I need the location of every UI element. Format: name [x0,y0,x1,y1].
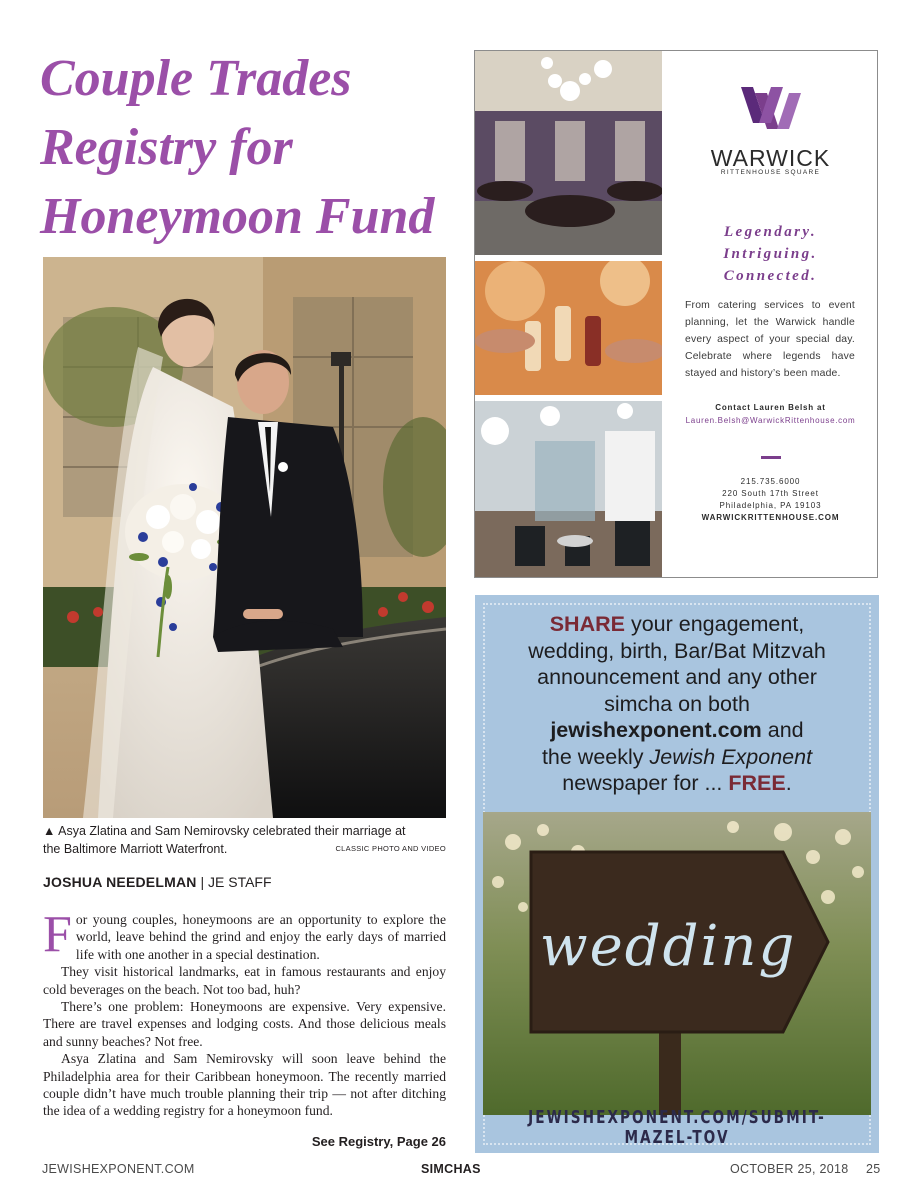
share-period: . [785,771,792,795]
warwick-contact-label: Contact Lauren Belsh at [715,403,826,412]
article-paragraph-1 [43,906,446,963]
share-line-3: announcement and any other [537,665,817,689]
warwick-email-link[interactable]: Lauren.Belsh@WarwickRittenhouse.com [685,416,856,425]
byline-author: JOSHUA NEEDELMAN [43,874,197,890]
warwick-body: From catering services to event planning, let the Warwick handle every aspect of your special day. Celebrate where legends have stayed and history’s been made. [685,300,855,379]
article-paragraph-1-text: or young couples, honeymoons are an opportunity to explore the world, leave behind the grind and enjoy the early days of married life with one another in a special destination. [75,912,446,962]
share-ad-text [475,611,879,797]
photo-credit: CLASSIC PHOTO AND VIDEO [335,844,446,853]
warwick-phone: 215.735.6000 [740,477,801,486]
article-paragraph-4: Asya Zlatina and Sam Nemirovsky will soon leave behind the Philadelphia area for their Caribbean honeymoon. The recently married couple didn’t have much trouble planning their trip — not after ditching the idea of a wedding registry for a honeymoon fund. [43,1051,446,1119]
warwick-city: Philadelphia, PA 19103 [719,501,822,510]
share-line-2: wedding, birth, Bar/Bat Mitzvah [528,638,826,663]
byline [43,874,272,890]
toast-photo [475,261,662,395]
warwick-website-link[interactable]: WARWICKRITTENHOUSE.COM [701,513,840,522]
share-word: SHARE [549,612,625,636]
article-paragraph-2: They visit historical landmarks, eat in famous restaurants and enjoy cold beverages on the beach. Not too bad, huh? [43,964,446,997]
submit-url-link[interactable]: JEWISHEXPONENT.COM/SUBMIT-MAZEL-TOV [528,1108,826,1148]
byline-separator: | [196,874,209,890]
continued-reference: See Registry, Page 26 [311,1134,446,1149]
tagline-line-2: Intriguing. [723,246,818,262]
warwick-location: RITTENHOUSE SQUARE [720,169,821,176]
page-number: 25 [866,1162,881,1176]
warwick-address [663,476,878,524]
headline-line-2: Registry for [40,119,293,176]
footer-section: SIMCHAS [421,1162,481,1176]
share-paper-name: Jewish Exponent [649,744,813,769]
warwick-logo [663,87,878,152]
warwick-name: WARWICK [710,145,831,171]
headline [40,44,460,251]
warwick-street: 220 South 17th Street [722,489,819,498]
drop-cap: F [43,906,72,963]
footer-date: OCTOBER 25, 2018 [730,1162,849,1176]
footer-site: JEWISHEXPONENT.COM [42,1162,195,1176]
share-simcha-advertisement [475,595,879,1153]
warwick-tagline [663,221,878,287]
wedding-sign-photo [483,812,871,1115]
share-line-6: the weekly [541,744,650,769]
article-paragraph-3: There’s one problem: Honeymoons are expensive. Very expensive. There are travel expenses and lodging costs. And those delicious meals and sunny beaches? Not free. [43,999,446,1049]
share-line-7: newspaper for ... [562,771,729,795]
share-free: FREE [728,771,786,795]
headline-line-3: Honeymoon Fund [40,188,435,245]
tagline-line-1: Legendary. [723,224,817,240]
share-line-1: your engagement, [624,612,805,636]
share-line-4: simcha on both [604,691,750,716]
caption-line-1: ▲ Asya Zlatina and Sam Nemirovsky celebrated their marriage at [43,824,406,838]
byline-role: JE STAFF [208,874,272,890]
headline-line-1: Couple Trades [40,50,352,107]
article-body [43,906,446,1120]
photo-caption [43,822,446,858]
share-line-5: and [761,718,804,742]
tagline-line-3: Connected. [723,268,818,284]
warwick-advertisement [474,50,878,578]
sign-wedding-text: wedding [539,914,797,979]
warwick-photos [475,51,662,578]
wedding-couple-photo [43,257,446,818]
lounge-photo [475,401,662,578]
caption-line-2: the Baltimore Marriott Waterfront. [43,842,228,856]
warwick-info [663,51,878,578]
ballroom-photo [475,51,662,255]
share-site[interactable]: jewishexponent.com [550,718,762,742]
warwick-divider [761,456,781,459]
